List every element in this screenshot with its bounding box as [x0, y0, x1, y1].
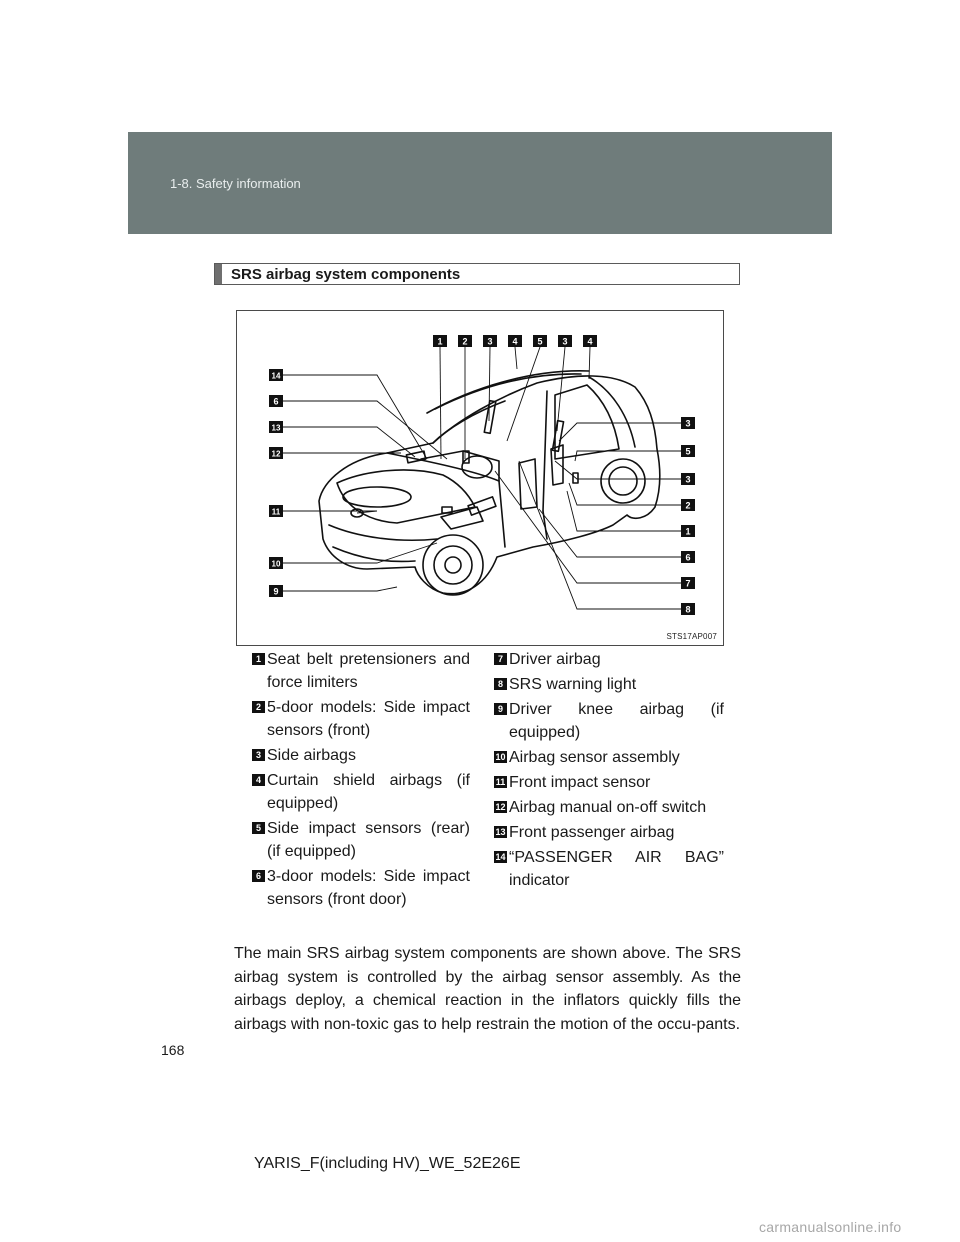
callout-right-5	[681, 551, 695, 563]
leader-line-right-6	[495, 471, 681, 583]
legend-item	[252, 744, 470, 767]
legend-item	[494, 771, 724, 794]
leader-line-left-4	[283, 511, 377, 513]
callout-left-3	[269, 447, 283, 459]
legend-text: Front passenger airbag	[509, 824, 675, 841]
legend-item	[252, 696, 470, 742]
leader-line-top-0	[440, 347, 441, 459]
front-wheel-arch	[423, 535, 483, 595]
legend-number: 7	[494, 653, 507, 665]
section-title: SRS airbag system components	[231, 266, 461, 283]
leader-line-top-5	[557, 347, 565, 431]
callout-right-3	[681, 499, 695, 511]
legend-number: 14	[495, 852, 506, 862]
svg-text:5: 5	[685, 446, 691, 457]
section-title-box	[214, 263, 740, 285]
leader-line-left-5	[283, 543, 437, 563]
airbag-diagram	[236, 310, 724, 646]
legend-item	[494, 698, 724, 744]
svg-text:2: 2	[462, 336, 468, 347]
legend-item	[494, 673, 724, 696]
callout-left-5	[269, 557, 283, 569]
legend-number: 6	[252, 870, 265, 882]
legend-item	[494, 796, 724, 819]
legend-number: 4	[252, 774, 265, 786]
legend-left	[252, 648, 470, 913]
callout-left-4	[269, 505, 283, 517]
callout-top-2	[483, 335, 497, 347]
chapter-section-label: 1-8. Safety information	[170, 176, 301, 191]
callout-right-1	[681, 445, 695, 457]
svg-text:5: 5	[537, 336, 543, 347]
callout-top-5	[558, 335, 572, 347]
leader-line-top-2	[489, 347, 490, 421]
svg-text:4: 4	[512, 336, 518, 347]
legend-item	[252, 769, 470, 815]
legend-text: Seat belt pretensioners and force limiters	[267, 651, 470, 691]
legend-item	[494, 846, 724, 892]
svg-text:6: 6	[685, 552, 691, 563]
legend-number: 11	[495, 777, 506, 787]
car-illustration	[237, 311, 725, 647]
legend-item	[494, 648, 724, 671]
legend-number: 2	[252, 701, 265, 713]
callout-right-6	[681, 577, 695, 589]
leader-line-right-2	[555, 461, 681, 479]
legend-item	[494, 821, 724, 844]
leader-line-top-3	[515, 347, 517, 369]
legend-text: Airbag sensor assembly	[509, 749, 680, 766]
document-footer: YARIS_F(including HV)_WE_52E26E	[254, 1155, 521, 1172]
legend-text: “PASSENGER AIR BAG” indicator	[509, 849, 724, 889]
svg-text:10: 10	[271, 559, 281, 569]
svg-text:11: 11	[271, 507, 281, 517]
legend-number: 13	[495, 827, 506, 837]
svg-text:6: 6	[273, 396, 279, 407]
svg-text:4: 4	[587, 336, 593, 347]
svg-text:1: 1	[685, 526, 691, 537]
rear-door-window	[555, 385, 619, 459]
legend-number: 8	[494, 678, 507, 690]
svg-text:3: 3	[685, 474, 691, 485]
body-paragraph: The main SRS airbag system components are shown above. The SRS airbag system is controlled by the airbag sensor assembly. As the airbags deploy, a chemical reaction in the inflators quickly fills the airbags with non-toxic gas to help restrain the motion of the occu-pants.	[234, 945, 741, 1033]
front-wheel-hub	[445, 557, 461, 573]
legend-number: 5	[252, 822, 265, 834]
callout-right-7	[681, 603, 695, 615]
legend-text: 5-door models: Side impact sensors (front)	[267, 699, 470, 739]
svg-text:3: 3	[562, 336, 568, 347]
legend-item	[494, 746, 724, 769]
svg-text:9: 9	[273, 586, 279, 597]
svg-text:1: 1	[437, 336, 443, 347]
svg-text:3: 3	[487, 336, 493, 347]
svg-text:2: 2	[685, 500, 691, 511]
hood	[337, 470, 475, 523]
legend-text: Side impact sensors (rear) (if equipped)	[267, 820, 470, 860]
legend-item	[252, 865, 470, 911]
page-number: 168	[161, 1042, 185, 1058]
callout-top-3	[508, 335, 522, 347]
legend-text: 3-door models: Side impact sensors (front door)	[267, 868, 470, 908]
leader-line-left-0	[283, 375, 427, 459]
svg-text:7: 7	[685, 578, 691, 589]
grille	[329, 525, 437, 540]
legend-text: Airbag manual on-off switch	[509, 799, 707, 816]
leader-line-right-4	[567, 491, 681, 531]
callout-left-2	[269, 421, 283, 433]
front-wheel	[434, 546, 472, 584]
callout-top-4	[533, 335, 547, 347]
legend-number: 10	[495, 752, 506, 762]
front-door-line	[499, 481, 505, 547]
svg-text:13: 13	[271, 423, 281, 433]
sensor-assembly-box	[468, 497, 496, 515]
svg-text:12: 12	[271, 449, 281, 459]
callout-right-0	[681, 417, 695, 429]
legend-number: 12	[495, 802, 506, 812]
legend-right	[494, 648, 724, 894]
chapter-header	[128, 132, 832, 234]
callout-left-1	[269, 395, 283, 407]
leader-line-left-6	[283, 587, 397, 591]
legend-text: Curtain shield airbags (if equipped)	[267, 772, 470, 812]
legend-text: SRS warning light	[509, 676, 637, 693]
legend-text: Driver airbag	[509, 651, 601, 668]
callout-top-6	[583, 335, 597, 347]
leader-line-right-0	[559, 423, 681, 441]
legend-number: 1	[252, 653, 265, 665]
c-pillar	[589, 377, 635, 447]
callout-top-0	[433, 335, 447, 347]
legend-text: Side airbags	[267, 747, 356, 764]
b-pillar	[543, 391, 547, 511]
legend-number: 3	[252, 749, 265, 761]
leader-line-right-3	[569, 483, 681, 505]
legend-item	[252, 817, 470, 863]
legend-item	[252, 648, 470, 694]
leader-line-top-6	[589, 347, 590, 379]
rear-wheel	[609, 467, 637, 495]
legend-number: 9	[494, 703, 507, 715]
figure-id: STS17AP007	[666, 632, 717, 641]
svg-text:14: 14	[271, 371, 281, 381]
leader-line-left-2	[283, 427, 415, 457]
callout-left-6	[269, 585, 283, 597]
legend-text: Front impact sensor	[509, 774, 651, 791]
callout-left-0	[269, 369, 283, 381]
section-title-marker	[215, 264, 222, 284]
leader-line-left-1	[283, 401, 447, 459]
svg-text:3: 3	[685, 418, 691, 429]
legend-text: Driver knee airbag (if equipped)	[509, 701, 724, 741]
svg-text:8: 8	[685, 604, 691, 615]
watermark: carmanualsonline.info	[759, 1219, 902, 1235]
callout-right-4	[681, 525, 695, 537]
leader-line-right-5	[539, 509, 681, 557]
hood-panel	[343, 487, 411, 507]
steering-wheel	[462, 456, 492, 478]
callout-right-2	[681, 473, 695, 485]
rear-wheel-arch	[601, 459, 645, 503]
callout-top-1	[458, 335, 472, 347]
